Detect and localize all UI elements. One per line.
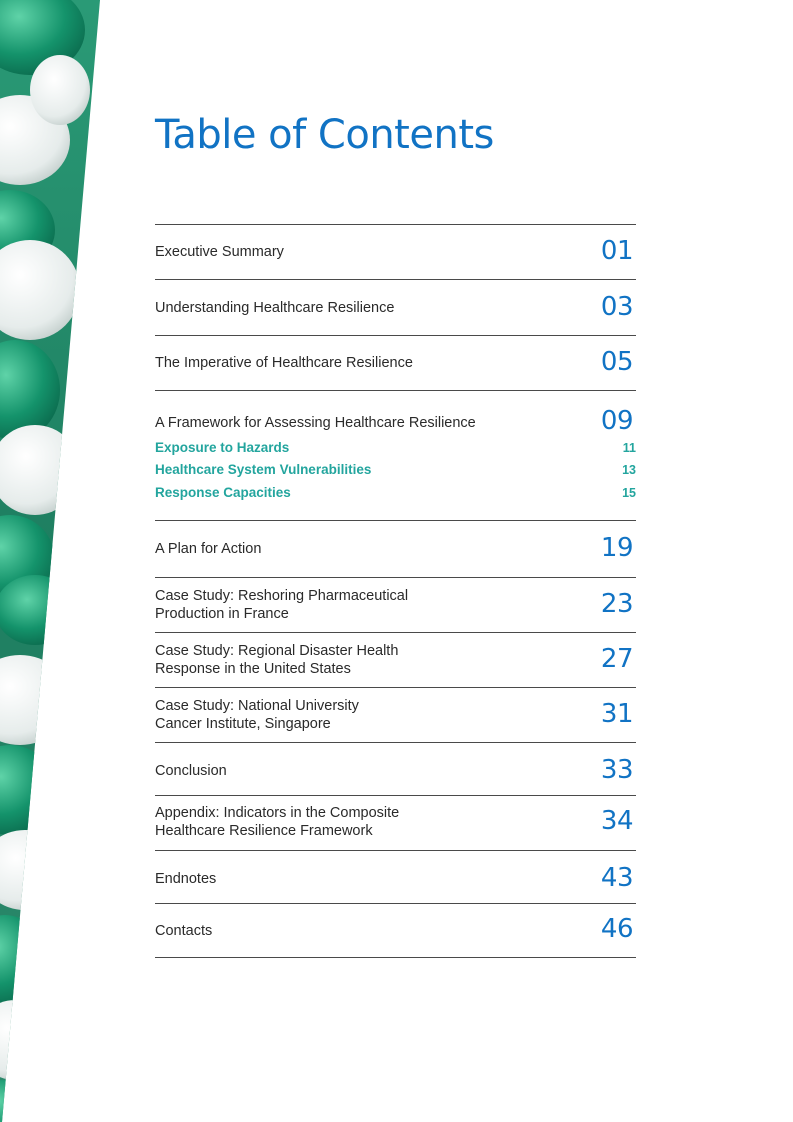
toc-entry-contacts[interactable] [155, 904, 636, 958]
toc-entry-page: 19 [600, 533, 633, 563]
toc-entry-page: 43 [600, 863, 633, 893]
toc-entry-page: 05 [600, 347, 633, 377]
toc-entry-endnotes[interactable] [155, 851, 636, 904]
toc-entry-label: Endnotes [155, 871, 217, 887]
toc-entry-label: The Imperative of Healthcare Resilience [155, 355, 413, 371]
toc-subentry-exposure-to-hazards[interactable] [155, 439, 636, 457]
toc-entry-page: 34 [600, 806, 633, 836]
toc-entry-label-line2: Response in the United States [155, 661, 351, 677]
toc-entry-plan-for-action[interactable] [155, 521, 636, 578]
toc-entry-label: Contacts [155, 923, 213, 939]
toc-entry-label-line2: Production in France [155, 606, 289, 622]
toc-entry-label-line1: Appendix: Indicators in the Composite [155, 805, 400, 821]
toc-entry-label: Executive Summary [155, 244, 284, 260]
toc-entry-page: 31 [600, 699, 633, 729]
toc-entry-appendix[interactable] [155, 796, 636, 851]
toc-entry-imperative-healthcare-resilience[interactable] [155, 336, 636, 391]
toc-subentry-page: 13 [622, 463, 636, 477]
capsules-photo [0, 0, 110, 1122]
toc-entry-understanding-healthcare-resilience[interactable] [155, 280, 636, 336]
toc-entry-executive-summary[interactable] [155, 225, 636, 280]
toc-entry-framework[interactable] [155, 391, 636, 521]
toc-entry-page: 27 [600, 644, 633, 674]
toc-entry-label-line1: Case Study: National University [155, 698, 359, 714]
toc-subentry-response-capacities[interactable] [155, 484, 636, 502]
toc-entry-label: A Framework for Assessing Healthcare Resilience [155, 415, 476, 431]
toc-entry-page: 01 [600, 236, 633, 266]
toc-entry-page: 46 [600, 914, 633, 944]
toc-entry-label: A Plan for Action [155, 541, 262, 557]
toc-subentry-label: Response Capacities [155, 485, 291, 500]
toc-subentry-page: 15 [622, 486, 636, 500]
toc-entry-page: 03 [600, 292, 633, 322]
toc-entry-page: 09 [600, 406, 633, 436]
toc-entry-page: 33 [600, 755, 633, 785]
toc-entry-label-line1: Case Study: Regional Disaster Health [155, 643, 399, 659]
toc-entry-label: Understanding Healthcare Resilience [155, 300, 395, 316]
toc-subentry-label: Healthcare System Vulnerabilities [155, 462, 372, 477]
toc-entry-case-study-regional-disaster[interactable] [155, 633, 636, 688]
toc-entry-label-line2: Cancer Institute, Singapore [155, 716, 331, 732]
toc-entry-label: Conclusion [155, 763, 227, 779]
toc-entry-label-line2: Healthcare Resilience Framework [155, 823, 373, 839]
toc-subentry-label: Exposure to Hazards [155, 440, 290, 455]
toc-subentry-healthcare-system-vulnerabilities[interactable] [155, 461, 636, 479]
table-of-contents [155, 224, 636, 958]
toc-subentry-page: 11 [622, 441, 636, 455]
toc-entry-label-line1: Case Study: Reshoring Pharmaceutical [155, 588, 409, 604]
page-title: Table of Contents [155, 112, 494, 158]
toc-entry-case-study-reshoring[interactable] [155, 578, 636, 633]
toc-entry-page: 23 [600, 589, 633, 619]
toc-entry-case-study-national-university[interactable] [155, 688, 636, 743]
toc-entry-conclusion[interactable] [155, 743, 636, 796]
